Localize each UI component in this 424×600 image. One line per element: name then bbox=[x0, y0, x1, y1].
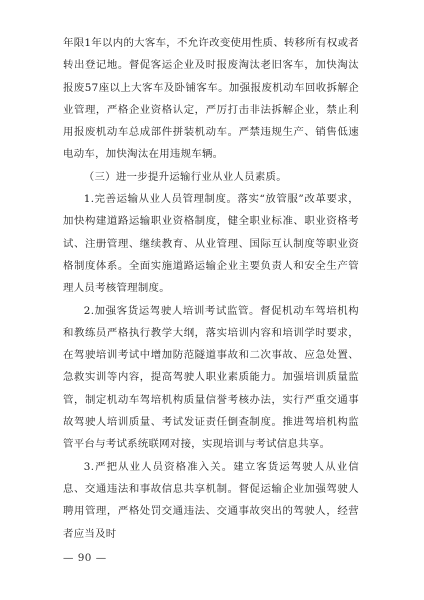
section-heading-3: （三）进一步提升运输行业从业人员素质。 bbox=[83, 170, 287, 183]
page-number: — 90 — bbox=[63, 552, 107, 564]
paragraph-management-system: 1.完善运输从业人员管理制度。落实“放管服”改革要求，加快构建道路运输职业资格制度，健全职业标准、职业资格考试、注册管理、继续教育、从业管理、国际互认制度等职业资格制度体系。全面实施道路运输企业主要负责人和安全生产管理人员考核管理制度。 bbox=[63, 193, 359, 295]
paragraph-driver-training: 2.加强客货运驾驶人培训考试监管。督促机动车驾培机构和教练员严格执行教学大纲，落实培训内容和培训学时要求，在驾驶培训考试中增加防范隧道事故和二次事故、应急处置、急救实训等内容，提高驾驶人职业素质能力。加强培训质量监管，制定机动车驾培机构质量信誉考核办法，实行严重交通事故驾驶人培训质量、考试发证责任倒查制度。推进驾培机构监管平台与考试系统联网对接，实现培训与考试信息共享。 bbox=[63, 304, 359, 451]
body-text bbox=[63, 32, 359, 545]
paragraph-qualification-access: 3.严把从业人员资格准入关。建立客货运驾驶人从业信息、交通违法和事故信息共享机制。督促运输企业加强驾驶人聘用管理，严格处罚交通违法、交通事故突出的驾驶人，经营者应当及时 bbox=[63, 460, 359, 540]
paragraph-vehicle-scrapping: 年限1年以内的大客车，不允许改变使用性质、转移所有权或者转出登记地。督促客运企业及时报废淘汰老旧客车，加快淘汰报废57座以上大客车及卧铺客车。加强报废机动车回收拆解企业管理，严格企业资格认定，严厉打击非法拆解企业，禁止利用报废机动车总成部件拼装机动车。严禁违规生产、销售低速电动车，加快淘汰在用违规车辆。 bbox=[63, 37, 359, 161]
